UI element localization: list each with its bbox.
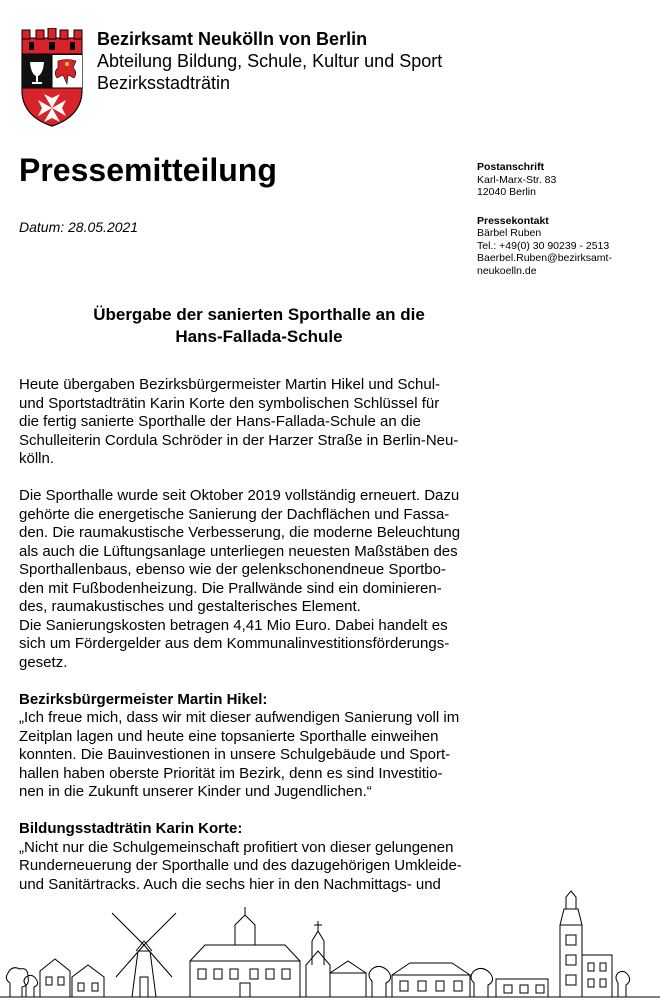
text-line: „Ich freue mich, dass wir mit dieser aufwendigen Sanierung voll im xyxy=(19,709,460,726)
text-line: „Nicht nur die Schulgemeinschaft profitiert von dieser gelungenen xyxy=(19,838,454,856)
press-release-headline xyxy=(19,304,499,348)
speaker-name: Bezirksbürgermeister Martin Hikel: xyxy=(19,690,268,708)
text-line: Sporthallenbaus, ebenso wie der gelenkschonendneue Sportbo- xyxy=(19,561,446,578)
district-coat-of-arms xyxy=(18,28,86,128)
text-line: Die Sanierungskosten betragen 4,41 Mio Euro. Dabei handelt es xyxy=(19,616,448,634)
press-contact-email-cont: neukoelln.de xyxy=(477,264,537,277)
neukoelln-skyline-illustration xyxy=(0,885,660,1000)
postal-label: Postanschrift xyxy=(477,161,545,173)
press-contact-name: Bärbel Ruben xyxy=(477,227,542,239)
press-contact-label: Pressekontakt xyxy=(477,214,549,227)
text-line: sich um Fördergelder aus dem Kommunalinvestitionsförderungs- xyxy=(19,635,450,652)
mayor-quote xyxy=(19,691,489,802)
text-line: und Sportstadträtin Karin Korte den symbolischen Schlüssel für xyxy=(19,394,440,412)
press-contact-phone: Tel.: +49(0) 30 90239 - 2513 xyxy=(477,239,610,252)
text-line: Schulleiterin Cordula Schröder in der Harzer Straße in Berlin-Neu- xyxy=(19,431,459,449)
text-line: Heute übergaben Bezirksbürgermeister Martin Hikel und Schul- xyxy=(19,376,441,393)
document-type-title: Pressemitteilung xyxy=(19,152,277,188)
text-line: gesetz. xyxy=(19,653,68,671)
text-line: und Sanitärtracks. Auch die sechs hier in den Nachmittags- und xyxy=(19,875,441,893)
postal-city: 12040 Berlin xyxy=(477,186,536,198)
org-name: Bezirksamt Neukölln von Berlin xyxy=(97,29,368,49)
text-line: nen in die Zukunft unserer Kinder und Jugendlichen.“ xyxy=(19,783,372,800)
contact-block xyxy=(477,161,637,277)
speaker-name: Bildungsstadträtin Karin Korte: xyxy=(19,820,243,837)
text-line: des, raumakustisches und gestalterisches Element. xyxy=(19,598,361,615)
text-line: den. Die raumakustische Verbesserung, die moderne Beleuchtung xyxy=(19,524,461,541)
text-line: den mit Fußbodenheizung. Die Prallwände sind ein dominieren- xyxy=(19,579,442,597)
text-line: als auch die Lüftungsanlage unterliegen neuesten Maßstäben des xyxy=(19,542,458,560)
official-role: Bezirksstadträtin xyxy=(97,73,231,93)
text-line: konnten. Die Bauinvestionen in unsere Schulgebäude und Sport- xyxy=(19,746,451,763)
document-date: Datum: 28.05.2021 xyxy=(19,219,139,235)
text-line: kölln. xyxy=(19,450,55,467)
department-name: Abteilung Bildung, Schule, Kultur und Sport xyxy=(97,51,443,71)
organization-header xyxy=(97,28,442,94)
text-line: die fertig sanierte Sporthalle der Hans-Fallada-Schule an die xyxy=(19,413,421,430)
headline-line: Übergabe der sanierten Sporthalle an die xyxy=(93,305,425,324)
text-line: gehörte die energetische Sanierung der Dachflächen und Fassa- xyxy=(19,505,450,523)
councillor-quote xyxy=(19,820,489,894)
press-contact-email: Baerbel.Ruben@bezirksamt- xyxy=(477,252,612,264)
renovation-paragraph xyxy=(19,487,489,672)
text-line: Zeitplan lagen und heute eine topsanierte Sporthalle einweihen xyxy=(19,727,439,745)
press-release-body xyxy=(19,376,489,913)
text-line: Runderneuerung der Sporthalle und des dazugehörigen Umkleide- xyxy=(19,857,462,874)
headline-line: Hans-Fallada-Schule xyxy=(175,327,343,346)
intro-paragraph xyxy=(19,376,489,469)
text-line: Die Sporthalle wurde seit Oktober 2019 vollständig erneuert. Dazu xyxy=(19,487,460,504)
text-line: hallen haben oberste Priorität im Bezirk, denn es sind Investitio- xyxy=(19,764,443,782)
postal-street: Karl-Marx-Str. 83 xyxy=(477,173,557,186)
